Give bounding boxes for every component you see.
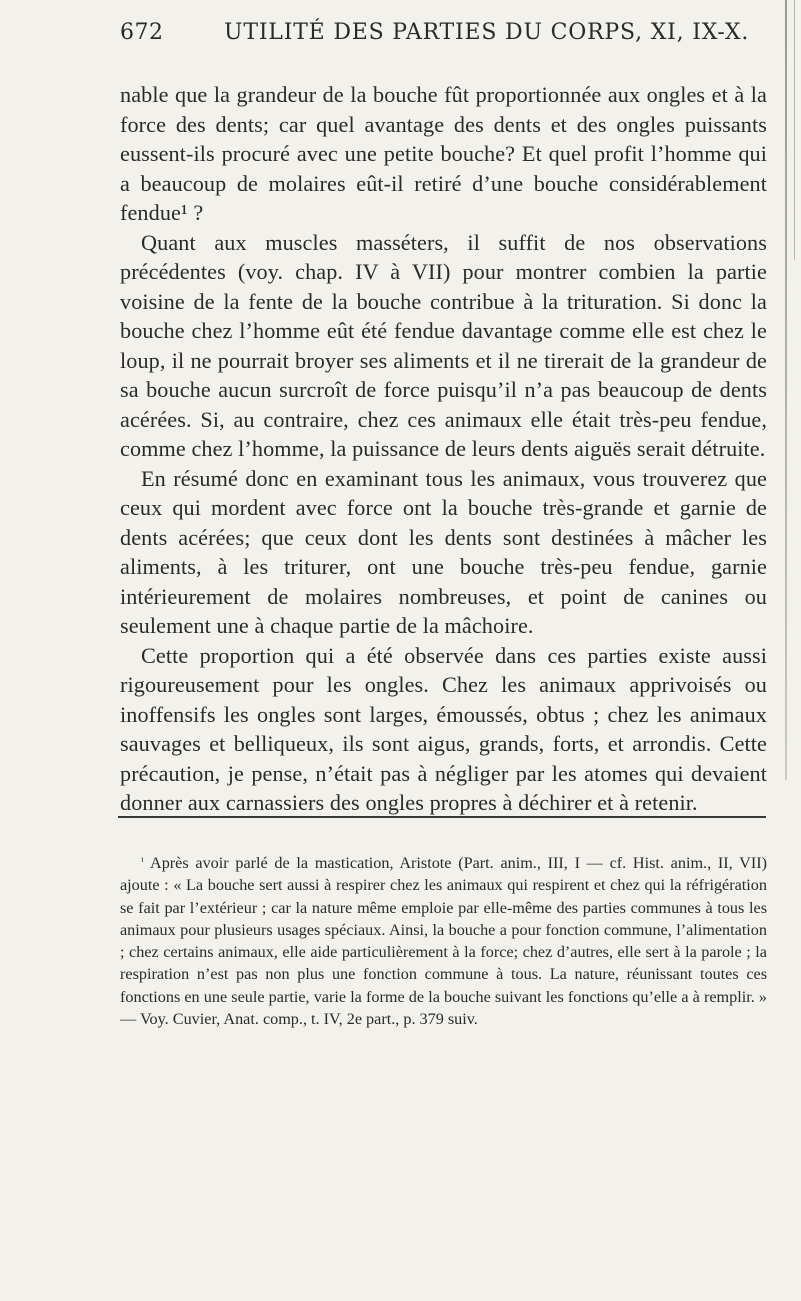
paragraph: En résumé donc en examinant tous les animaux, vous trouverez que ceux qui mordent avec force ont la bouche très-grande et garnie de dents acérées; que ceux dont les dents sont destinées à mâcher les aliments, à les triturer, ont une bouche très-peu fendue, garnie intérieurement de molaires nombreuses, et point de canines ou seulement une à chaque partie de la mâchoire. bbox=[120, 465, 767, 638]
footnote-marker: ¹ bbox=[141, 856, 144, 867]
paragraph: nable que la grandeur de la bouche fût proportionnée aux ongles et à la force des dents; car quel avantage des dents et des ongles puissants eussent-ils procuré avec une petite bouche? Et quel profit l’homme qui a beaucoup de molaires eût-il retiré d’une bouche considérablement fendue¹ ? bbox=[120, 82, 767, 225]
footnote-separator bbox=[118, 816, 766, 818]
page-number: 672 bbox=[120, 20, 164, 45]
main-text bbox=[120, 80, 767, 818]
footnote bbox=[120, 851, 767, 1030]
footnote-text: Après avoir parlé de la mastication, Aristote (Part. anim., III, I — cf. Hist. anim., II, VII) ajoute : « La bouche sert aussi à respirer chez les animaux qui respirent et chez qui la réfrigération se fait par l’extérieur ; car la nature même emploie par elle-même des parties communes à tous les animaux pour plusieurs usages spéciaux. Ainsi, la bouche a pour fonction commune, l’alimentation ; chez certains animaux, elle aide particulièrement à la force; chez d’autres, elle sert à la parole ; la respiration n’est pas non plus une fonction commune à tous. La nature, réunissant toutes ces fonctions en une seule partie, varie la forme de la bouche suivant les fonctions qu’elle a à remplir. » — Voy. Cuvier, Anat. comp., t. IV, 2e part., p. 379 suiv. bbox=[120, 854, 767, 1029]
page-edge-shadow bbox=[785, 0, 787, 780]
page-header bbox=[120, 20, 750, 60]
paragraph: Cette proportion qui a été observée dans ces parties existe aussi rigoureusement pour les ongles. Chez les animaux apprivoisés ou inoffensifs les ongles sont larges, émoussés, obtus ; chez les animaux sauvages et belliqueux, ils sont aigus, grands, forts, et arrondis. Cette précaution, je pense, n’était pas à négliger par les atomes qui devaient donner aux carnassiers des ongles propres à déchirer et à retenir. bbox=[120, 642, 767, 815]
paragraph: Quant aux muscles masséters, il suffit de nos observations précédentes (voy. chap. IV à VII) pour montrer combien la partie voisine de la fente de la bouche contribue à la trituration. Si donc la bouche chez l’homme eût été fendue davantage comme elle est chez le loup, il ne pourrait broyer ses aliments et il ne tirerait de la grandeur de sa bouche aucun surcroît de force puisqu’il n’a pas beaucoup de dents acérées. Si, au contraire, chez ces animaux elle était très-peu fendue, comme chez l’homme, la puissance de leurs dents aiguës serait détruite. bbox=[120, 229, 767, 461]
running-head: UTILITÉ DES PARTIES DU CORPS, XI, IX-X. bbox=[224, 20, 750, 45]
page-edge-line bbox=[794, 0, 795, 260]
